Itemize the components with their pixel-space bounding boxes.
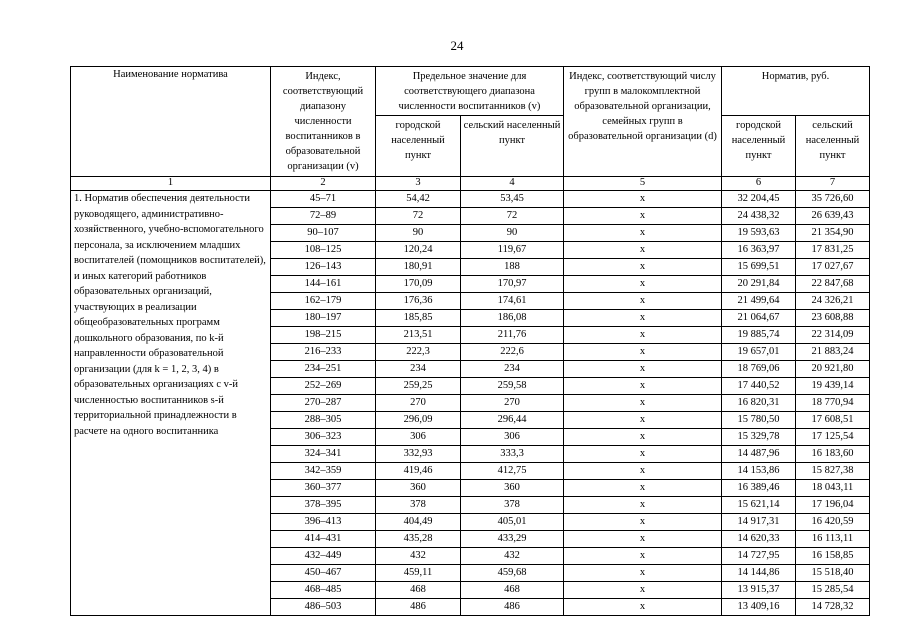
header-name: Наименование норматива	[71, 67, 271, 177]
norm-city-cell: 32 204,45	[722, 191, 796, 208]
norm-city-cell: 14 727,95	[722, 548, 796, 565]
index-d-cell: х	[564, 395, 722, 412]
norm-city-cell: 24 438,32	[722, 208, 796, 225]
norm-rural-cell: 26 639,43	[796, 208, 870, 225]
norm-rural-cell: 17 196,04	[796, 497, 870, 514]
column-number: 6	[722, 177, 796, 191]
limit-city-cell: 332,93	[376, 446, 461, 463]
header-norm-city: городской населенный пункт	[722, 115, 796, 176]
norm-rural-cell: 21 883,24	[796, 344, 870, 361]
limit-city-cell: 185,85	[376, 310, 461, 327]
index-d-cell: х	[564, 412, 722, 429]
index-d-cell: х	[564, 463, 722, 480]
limit-city-cell: 259,25	[376, 378, 461, 395]
header-rural: сельский населенный пункт	[461, 115, 564, 176]
norm-city-cell: 15 699,51	[722, 259, 796, 276]
range-cell: 270–287	[271, 395, 376, 412]
norm-city-cell: 14 917,31	[722, 514, 796, 531]
limit-city-cell: 468	[376, 582, 461, 599]
norm-city-cell: 19 593,63	[722, 225, 796, 242]
limit-city-cell: 486	[376, 599, 461, 616]
norm-rural-cell: 17 027,67	[796, 259, 870, 276]
index-d-cell: х	[564, 565, 722, 582]
index-d-cell: х	[564, 344, 722, 361]
limit-city-cell: 222,3	[376, 344, 461, 361]
index-d-cell: х	[564, 429, 722, 446]
index-d-cell: х	[564, 378, 722, 395]
norm-rural-cell: 17 831,25	[796, 242, 870, 259]
limit-city-cell: 213,51	[376, 327, 461, 344]
normative-name-cell: 1. Норматив обеспечения деятельности руководящего, административно-хозяйственного, учебно-вспомогательного персонала, за исключением младших воспитателей (помощников воспитателей), и иных категорий работников образовательных организаций, участвующих в реализации общеобразовательных программ дошкольного образования, по k-й направленности образовательной организации (для k = 1, 2, 3, 4) в образовательных организациях с v-й численностью воспитанников s-й территориальной принадлежности в расчете на одного воспитанника	[71, 191, 271, 616]
limit-city-cell: 90	[376, 225, 461, 242]
limit-rural-cell: 174,61	[461, 293, 564, 310]
norm-rural-cell: 17 608,51	[796, 412, 870, 429]
limit-city-cell: 306	[376, 429, 461, 446]
norm-rural-cell: 14 728,32	[796, 599, 870, 616]
norm-city-cell: 15 621,14	[722, 497, 796, 514]
norm-rural-cell: 19 439,14	[796, 378, 870, 395]
index-d-cell: х	[564, 514, 722, 531]
norm-rural-cell: 21 354,90	[796, 225, 870, 242]
limit-city-cell: 180,91	[376, 259, 461, 276]
limit-rural-cell: 53,45	[461, 191, 564, 208]
column-number: 7	[796, 177, 870, 191]
norm-city-cell: 14 144,86	[722, 565, 796, 582]
norm-rural-cell: 16 420,59	[796, 514, 870, 531]
limit-city-cell: 120,24	[376, 242, 461, 259]
index-d-cell: х	[564, 361, 722, 378]
range-cell: 432–449	[271, 548, 376, 565]
norm-city-cell: 15 780,50	[722, 412, 796, 429]
range-cell: 180–197	[271, 310, 376, 327]
limit-rural-cell: 211,76	[461, 327, 564, 344]
range-cell: 252–269	[271, 378, 376, 395]
limit-rural-cell: 459,68	[461, 565, 564, 582]
index-d-cell: х	[564, 259, 722, 276]
index-d-cell: х	[564, 599, 722, 616]
norm-rural-cell: 22 314,09	[796, 327, 870, 344]
norm-city-cell: 17 440,52	[722, 378, 796, 395]
limit-city-cell: 459,11	[376, 565, 461, 582]
limit-rural-cell: 333,3	[461, 446, 564, 463]
index-d-cell: х	[564, 310, 722, 327]
range-cell: 72–89	[271, 208, 376, 225]
norm-rural-cell: 20 921,80	[796, 361, 870, 378]
range-cell: 450–467	[271, 565, 376, 582]
normatives-table	[70, 66, 870, 616]
norm-city-cell: 15 329,78	[722, 429, 796, 446]
range-cell: 90–107	[271, 225, 376, 242]
norm-city-cell: 16 820,31	[722, 395, 796, 412]
header-index-d	[564, 67, 722, 177]
limit-rural-cell: 486	[461, 599, 564, 616]
limit-rural-cell: 259,58	[461, 378, 564, 395]
norm-city-cell: 13 915,37	[722, 582, 796, 599]
range-cell: 234–251	[271, 361, 376, 378]
norm-city-cell: 14 487,96	[722, 446, 796, 463]
range-cell: 216–233	[271, 344, 376, 361]
column-number: 4	[461, 177, 564, 191]
limit-rural-cell: 433,29	[461, 531, 564, 548]
norm-rural-cell: 23 608,88	[796, 310, 870, 327]
norm-city-cell: 21 499,64	[722, 293, 796, 310]
limit-rural-cell: 119,67	[461, 242, 564, 259]
norm-city-cell: 13 409,16	[722, 599, 796, 616]
range-cell: 360–377	[271, 480, 376, 497]
limit-city-cell: 234	[376, 361, 461, 378]
index-d-cell: х	[564, 208, 722, 225]
range-cell: 198–215	[271, 327, 376, 344]
index-d-cell: х	[564, 446, 722, 463]
limit-rural-cell: 405,01	[461, 514, 564, 531]
limit-rural-cell: 222,6	[461, 344, 564, 361]
table-body	[71, 191, 870, 616]
norm-city-cell: 20 291,84	[722, 276, 796, 293]
limit-city-cell: 72	[376, 208, 461, 225]
header-index-v-text: Индекс, соответствующий диапазону численности воспитанников в образовательной организации (v)	[282, 71, 364, 172]
range-cell: 414–431	[271, 531, 376, 548]
limit-rural-cell: 306	[461, 429, 564, 446]
header-limit: Предельное значение для соответствующего диапазона численности воспитанников (v)	[376, 67, 564, 116]
limit-rural-cell: 432	[461, 548, 564, 565]
range-cell: 342–359	[271, 463, 376, 480]
range-cell: 288–305	[271, 412, 376, 429]
index-d-cell: х	[564, 531, 722, 548]
range-cell: 468–485	[271, 582, 376, 599]
norm-rural-cell: 15 827,38	[796, 463, 870, 480]
limit-rural-cell: 468	[461, 582, 564, 599]
page-number: 24	[450, 38, 464, 53]
norm-city-cell: 14 153,86	[722, 463, 796, 480]
limit-rural-cell: 412,75	[461, 463, 564, 480]
limit-city-cell: 270	[376, 395, 461, 412]
limit-city-cell: 176,36	[376, 293, 461, 310]
range-cell: 108–125	[271, 242, 376, 259]
norm-rural-cell: 15 518,40	[796, 565, 870, 582]
norm-rural-cell: 24 326,21	[796, 293, 870, 310]
range-cell: 144–161	[271, 276, 376, 293]
limit-city-cell: 170,09	[376, 276, 461, 293]
limit-rural-cell: 234	[461, 361, 564, 378]
limit-city-cell: 419,46	[376, 463, 461, 480]
limit-city-cell: 378	[376, 497, 461, 514]
index-d-cell: х	[564, 548, 722, 565]
norm-rural-cell: 16 183,60	[796, 446, 870, 463]
norm-city-cell: 21 064,67	[722, 310, 796, 327]
column-number: 5	[564, 177, 722, 191]
index-d-cell: х	[564, 327, 722, 344]
limit-city-cell: 404,49	[376, 514, 461, 531]
index-d-cell: х	[564, 242, 722, 259]
column-number: 3	[376, 177, 461, 191]
norm-rural-cell: 17 125,54	[796, 429, 870, 446]
limit-city-cell: 360	[376, 480, 461, 497]
header-index-v	[271, 67, 376, 177]
range-cell: 486–503	[271, 599, 376, 616]
column-number: 1	[71, 177, 271, 191]
range-cell: 324–341	[271, 446, 376, 463]
range-cell: 396–413	[271, 514, 376, 531]
limit-rural-cell: 72	[461, 208, 564, 225]
norm-rural-cell: 35 726,60	[796, 191, 870, 208]
limit-city-cell: 435,28	[376, 531, 461, 548]
column-numbers-row	[71, 177, 870, 191]
limit-city-cell: 296,09	[376, 412, 461, 429]
limit-city-cell: 54,42	[376, 191, 461, 208]
norm-rural-cell: 16 113,11	[796, 531, 870, 548]
limit-rural-cell: 296,44	[461, 412, 564, 429]
limit-rural-cell: 378	[461, 497, 564, 514]
header-norm-rural: сельский населенный пункт	[796, 115, 870, 176]
column-number: 2	[271, 177, 376, 191]
limit-rural-cell: 170,97	[461, 276, 564, 293]
range-cell: 126–143	[271, 259, 376, 276]
norm-rural-cell: 18 770,94	[796, 395, 870, 412]
header-index-d-bottom: образовательной организации, семейных групп в образовательной организации (d)	[568, 101, 717, 142]
range-cell: 378–395	[271, 497, 376, 514]
index-d-cell: х	[564, 293, 722, 310]
index-d-cell: х	[564, 276, 722, 293]
range-cell: 306–323	[271, 429, 376, 446]
limit-rural-cell: 186,08	[461, 310, 564, 327]
norm-city-cell: 19 885,74	[722, 327, 796, 344]
norm-city-cell: 16 363,97	[722, 242, 796, 259]
header-city: городской населенный пункт	[376, 115, 461, 176]
limit-rural-cell: 270	[461, 395, 564, 412]
index-d-cell: х	[564, 225, 722, 242]
limit-rural-cell: 188	[461, 259, 564, 276]
index-d-cell: х	[564, 480, 722, 497]
header-norm: Норматив, руб.	[722, 67, 870, 116]
index-d-cell: х	[564, 582, 722, 599]
range-cell: 45–71	[271, 191, 376, 208]
norm-city-cell: 16 389,46	[722, 480, 796, 497]
norm-city-cell: 19 657,01	[722, 344, 796, 361]
index-d-cell: х	[564, 191, 722, 208]
index-d-cell: х	[564, 497, 722, 514]
norm-rural-cell: 16 158,85	[796, 548, 870, 565]
table-row	[71, 191, 870, 208]
range-cell: 162–179	[271, 293, 376, 310]
norm-rural-cell: 18 043,11	[796, 480, 870, 497]
norm-rural-cell: 22 847,68	[796, 276, 870, 293]
limit-city-cell: 432	[376, 548, 461, 565]
limit-rural-cell: 90	[461, 225, 564, 242]
norm-rural-cell: 15 285,54	[796, 582, 870, 599]
norm-city-cell: 18 769,06	[722, 361, 796, 378]
norm-city-cell: 14 620,33	[722, 531, 796, 548]
header-index-d-top: Индекс, соответствующий числу групп в малокомплектной	[569, 71, 716, 97]
limit-rural-cell: 360	[461, 480, 564, 497]
